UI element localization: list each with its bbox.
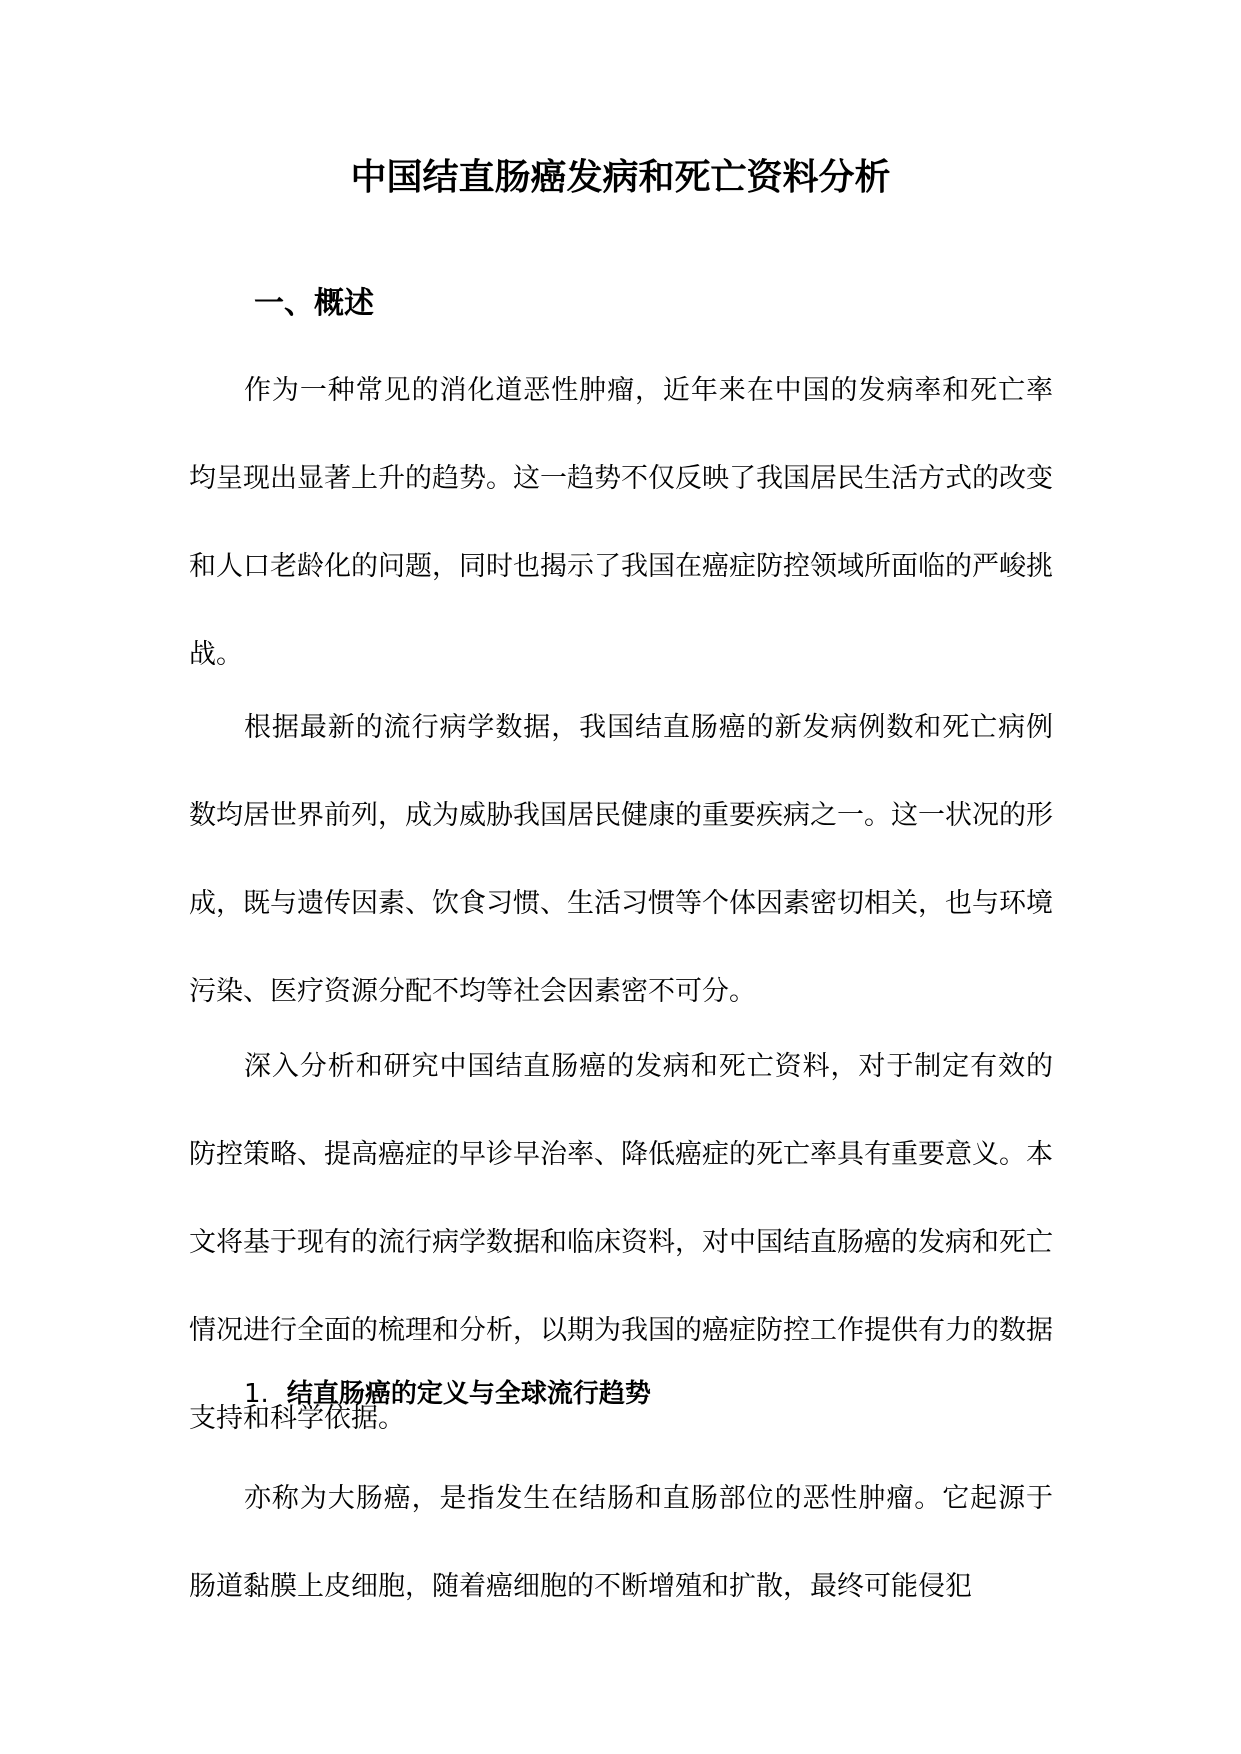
paragraph: 亦称为大肠癌，是指发生在结肠和直肠部位的恶性肿瘤。它起源于肠道黏膜上皮细胞，随着癌细胞的不断增殖和扩散，最终可能侵犯 (189, 1483, 1053, 1602)
document-title: 中国结直肠癌发病和死亡资料分析 (350, 157, 891, 198)
paragraph: 根据最新的流行病学数据，我国结直肠癌的新发病例数和死亡病例数均居世界前列，成为威胁我国居民健康的重要疾病之一。这一状况的形成，既与遗传因素、饮食习惯、生活习惯等个体因素密切相关，也与环境污染、医疗资源分配不均等社会因素密不可分。 (189, 712, 1053, 1007)
paragraph: 作为一种常见的消化道恶性肿瘤，近年来在中国的发病率和死亡率均呈现出显著上升的趋势。这一趋势不仅反映了我国居民生活方式的改变和人口老龄化的问题，同时也揭示了我国在癌症防控领域所面临的严峻挑战。 (189, 375, 1053, 670)
paragraph: 深入分析和研究中国结直肠癌的发病和死亡资料，对于制定有效的防控策略、提高癌症的早诊早治率、降低癌症的死亡率具有重要意义。本文将基于现有的流行病学数据和临床资料，对中国结直肠癌的发病和死亡情况进行全面的梳理和分析，以期为我国的癌症防控工作提供有力的数据支持和科学依据。 (189, 1051, 1053, 1434)
section-heading-overview: 一、概述 (254, 286, 374, 321)
subsection-number: 1. (244, 1379, 269, 1409)
subsection-heading (244, 1370, 651, 1418)
subsection-title: 结直肠癌的定义与全球流行趋势 (286, 1379, 651, 1409)
